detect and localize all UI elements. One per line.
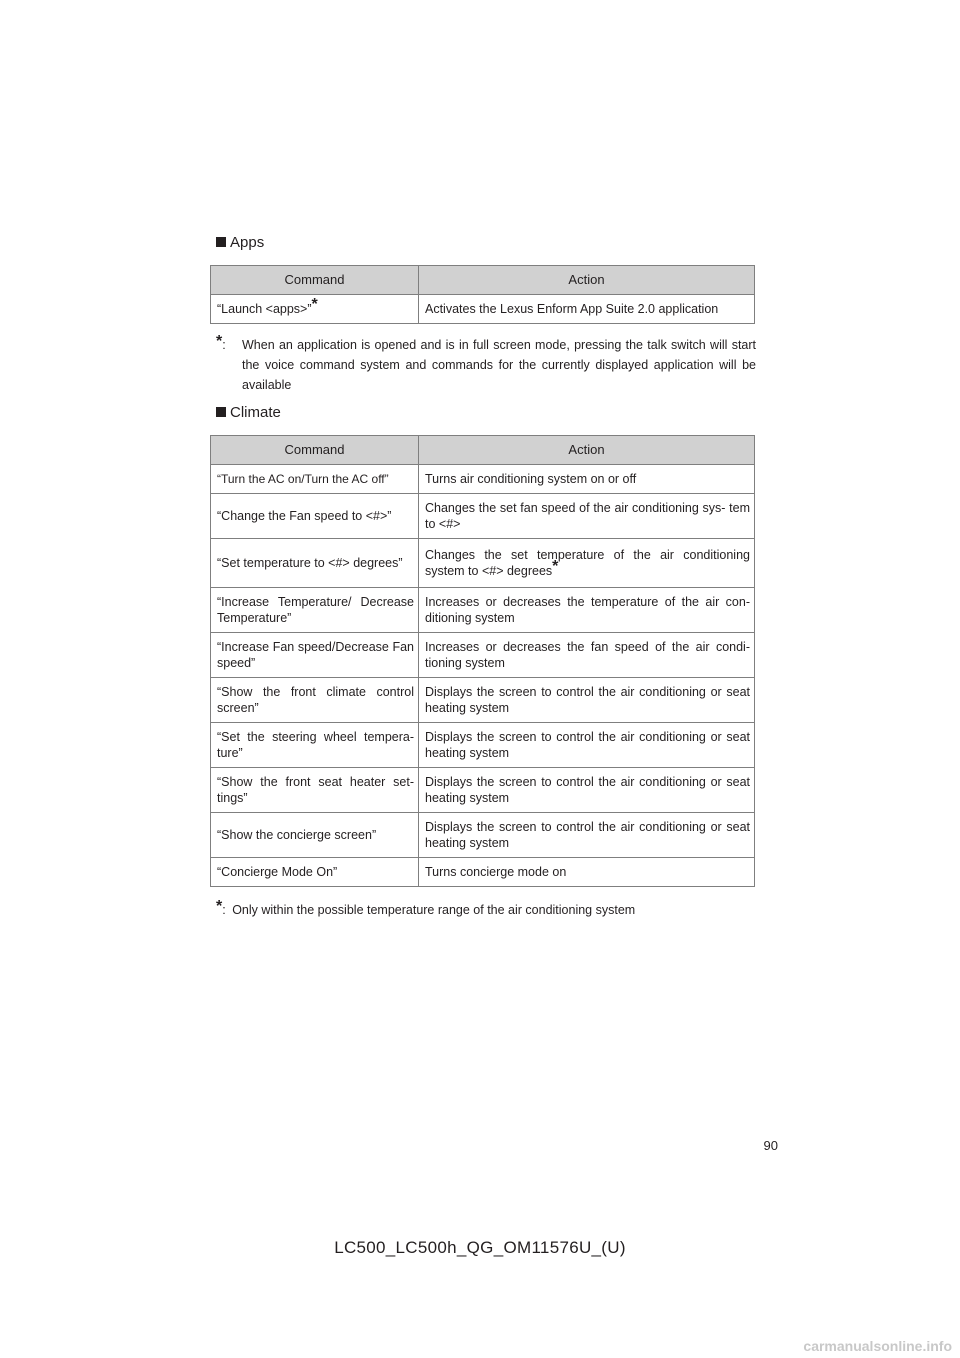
table-row — [211, 768, 755, 813]
command-cell: “Concierge Mode On” — [211, 858, 419, 887]
column-header-command: Command — [211, 266, 419, 295]
command-cell: “Set the steering wheel tempera- ture” — [211, 723, 419, 768]
table-row — [211, 588, 755, 633]
footnote-marker: *: — [216, 898, 226, 917]
apps-command-table — [210, 265, 755, 324]
column-header-command: Command — [211, 436, 419, 465]
table-row — [211, 465, 755, 494]
table-row — [211, 633, 755, 678]
footnote-marker: * — [552, 558, 559, 575]
action-cell: Activates the Lexus Enform App Suite 2.0 application — [419, 295, 755, 324]
footnote-marker: *: — [216, 333, 226, 352]
column-header-action: Action — [419, 436, 755, 465]
column-header-action: Action — [419, 266, 755, 295]
action-cell: Displays the screen to control the air conditioning or seat heating system — [419, 768, 755, 813]
page-number: 90 — [763, 1138, 778, 1153]
command-cell: “Show the concierge screen” — [211, 813, 419, 858]
action-cell: Turns air conditioning system on or off — [419, 465, 755, 494]
action-cell: Displays the screen to control the air conditioning or seat heating system — [419, 813, 755, 858]
command-cell: “Show the front seat heater set- tings” — [211, 768, 419, 813]
command-cell: “Set temperature to <#> degrees” — [211, 539, 419, 588]
table-row — [211, 858, 755, 887]
command-cell: “Show the front climate control screen” — [211, 678, 419, 723]
apps-footnote — [216, 335, 756, 395]
action-cell: Displays the screen to control the air conditioning or seat heating system — [419, 723, 755, 768]
square-bullet-icon — [216, 237, 226, 247]
climate-heading: Climate — [216, 404, 281, 421]
action-cell: Changes the set temperature of the air conditioning system to <#> degrees* — [419, 539, 755, 588]
watermark: carmanualsonline.info — [803, 1338, 952, 1354]
table-row — [211, 723, 755, 768]
climate-footnote — [216, 900, 756, 920]
table-row — [211, 678, 755, 723]
footnote-text: When an application is opened and is in full screen mode, pressing the talk switch will start the voice command system and commands for the currently displayed application will be available — [242, 338, 756, 392]
square-bullet-icon — [216, 407, 226, 417]
table-header-row — [211, 436, 755, 465]
command-cell: “Launch <apps>”* — [211, 295, 419, 324]
command-cell: “Change the Fan speed to <#>” — [211, 494, 419, 539]
table-row — [211, 539, 755, 588]
action-cell: Increases or decreases the fan speed of the air condi- tioning system — [419, 633, 755, 678]
footnote-text: Only within the possible temperature range of the air conditioning system — [232, 903, 636, 917]
table-row — [211, 494, 755, 539]
climate-command-table — [210, 435, 755, 887]
command-cell: “Increase Fan speed/Decrease Fan speed” — [211, 633, 419, 678]
action-cell: Displays the screen to control the air conditioning or seat heating system — [419, 678, 755, 723]
action-cell: Increases or decreases the temperature of the air con- ditioning system — [419, 588, 755, 633]
document-code: LC500_LC500h_QG_OM11576U_(U) — [334, 1238, 626, 1257]
table-row — [211, 295, 755, 324]
command-cell: “Turn the AC on/Turn the AC off” — [211, 465, 419, 494]
command-cell: “Increase Temperature/ Decrease Temperature” — [211, 588, 419, 633]
table-header-row — [211, 266, 755, 295]
footnote-marker: * — [311, 296, 318, 313]
action-cell: Turns concierge mode on — [419, 858, 755, 887]
action-cell: Changes the set fan speed of the air conditioning sys- tem to <#> — [419, 494, 755, 539]
apps-heading: Apps — [216, 234, 264, 251]
table-row — [211, 813, 755, 858]
